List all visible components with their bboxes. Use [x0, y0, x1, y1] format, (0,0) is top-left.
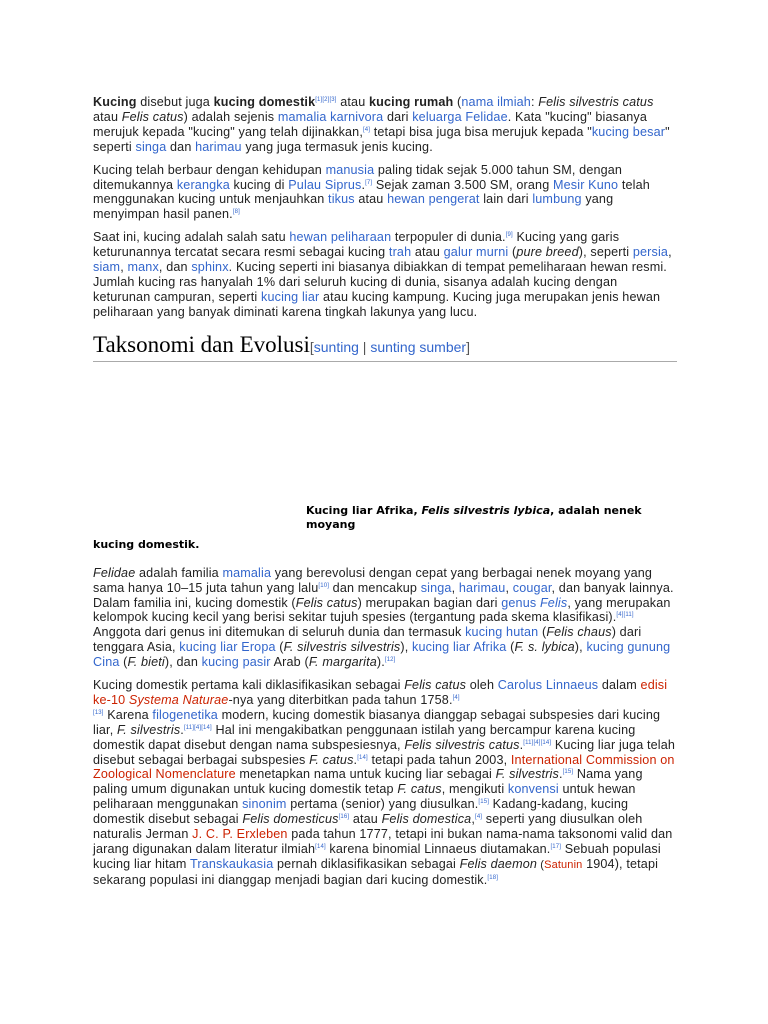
paragraph-felidae — [93, 566, 677, 670]
caption-line — [93, 504, 677, 532]
link-harimau[interactable]: harimau — [195, 139, 242, 154]
italic-term: F. catus — [309, 752, 354, 767]
text: oleh — [466, 678, 498, 693]
link-manx[interactable]: manx — [127, 260, 159, 275]
reference-link[interactable]: [4] — [452, 694, 460, 701]
text: Kadang-kadang, kucing domestik disebut sebagai — [93, 797, 629, 827]
text: yang juga termasuk jenis kucing. — [241, 139, 433, 154]
italic-term: Felis catus — [121, 109, 184, 124]
italic-term: Felis domestica — [381, 812, 472, 827]
edit-link[interactable]: sunting — [313, 338, 359, 355]
text: atau kucing kampung. Kucing juga merupakan jenis hewan peliharaan yang banyak diminati karena tingkah lakunya yang lucu. — [93, 289, 661, 319]
link-singa[interactable]: singa — [135, 139, 167, 154]
italic-term: pure breed — [516, 245, 579, 260]
link-harimau[interactable]: harimau — [458, 580, 506, 595]
text: seperti yang diusulkan oleh naturalis Jerman — [93, 812, 643, 842]
reference-link[interactable]: [15] — [562, 769, 574, 776]
link-lumbung[interactable]: lumbung — [532, 192, 582, 207]
reference-link[interactable]: [10] — [318, 582, 330, 589]
link-siam[interactable]: siam — [93, 260, 121, 275]
italic-term: Felis domesticus — [242, 812, 339, 827]
text: , — [120, 260, 128, 275]
reference-link[interactable]: [7] — [365, 179, 373, 186]
text: ( — [275, 640, 284, 655]
edit-source-link[interactable]: sunting sumber — [370, 338, 467, 355]
reference-link[interactable]: [4] — [475, 814, 483, 821]
text: yang berevolusi dengan cepat yang berbagai nenek moyang yang sama hanya 10–15 juta tahun yang lalu — [93, 565, 653, 595]
text: . — [353, 752, 358, 767]
reference-link[interactable]: [11][4][14] — [523, 739, 552, 746]
link-mamalia[interactable]: mamalia — [222, 565, 272, 580]
text: Saat ini, kucing adalah salah satu — [93, 230, 290, 245]
bracket: [ — [309, 338, 314, 355]
paragraph-intro — [93, 95, 677, 155]
text: , dan banyak lainnya. Dalam familia ini, kucing domestik ( — [93, 580, 674, 610]
text: . — [519, 737, 524, 752]
text: Kucing liar Afrika, — [306, 503, 422, 517]
link-satunin[interactable]: Satunin — [544, 858, 583, 871]
text: lain dari — [479, 192, 533, 207]
link-kucing-hutan[interactable]: kucing hutan — [465, 625, 539, 640]
text: ) dari tenggara Asia, — [93, 625, 642, 655]
reference-link[interactable]: [16] — [338, 814, 350, 821]
bold-term: kucing rumah — [369, 95, 454, 109]
link-transkaukasia[interactable]: Transkaukasia — [189, 856, 274, 871]
text: modern, kucing domestik biasanya dianggap sebagai subspesies dari kucing liar, — [93, 707, 661, 737]
text: untuk hewan peliharaan menggunakan — [93, 782, 636, 812]
link-persia[interactable]: persia — [632, 245, 669, 260]
link-kucing-liar-eropa[interactable]: kucing liar Eropa — [179, 640, 276, 655]
text: dan — [166, 139, 196, 154]
text: atau — [349, 812, 382, 827]
reference-link[interactable]: [4] — [362, 126, 371, 133]
text: ( — [119, 655, 128, 670]
text: , adalah nenek moyang — [306, 503, 642, 531]
text: disebut juga — [136, 95, 214, 109]
text: Karena — [103, 707, 153, 722]
text: ( — [537, 858, 545, 871]
italic-term: F. silvestris silvestris — [283, 640, 401, 655]
separator: | — [358, 338, 371, 355]
text: . — [558, 767, 563, 782]
text: dan mencakup — [329, 580, 421, 595]
link-kucing-gunung-cina[interactable]: kucing gunung Cina — [93, 640, 671, 670]
text: Kucing telah berbaur dengan kehidupan — [93, 162, 326, 177]
text: , — [471, 812, 475, 827]
text: : — [530, 95, 539, 109]
italic-term: Felis catus — [404, 678, 467, 693]
section-heading — [93, 331, 677, 358]
text: Arab ( — [270, 655, 309, 670]
reference-link[interactable]: [13] — [93, 709, 104, 716]
link-sphinx[interactable]: sphinx — [191, 260, 229, 275]
italic-term: F. margarita — [308, 655, 377, 670]
link-sinonim[interactable]: sinonim — [242, 797, 287, 812]
text: . — [361, 177, 366, 192]
reference-link[interactable]: [9] — [505, 232, 513, 239]
text: adalah familia — [135, 565, 223, 580]
text: ), — [574, 640, 587, 655]
text: tetapi pada tahun 2003, — [367, 752, 511, 767]
link-kucing-liar-afrika[interactable]: kucing liar Afrika — [412, 640, 507, 655]
link-manusia[interactable]: manusia — [325, 162, 375, 177]
text: karena binomial Linnaeus diutamakan. — [325, 842, 551, 856]
link-text: edisi ke-10 — [93, 678, 668, 707]
link-text: genus — [501, 595, 540, 610]
text: atau — [93, 109, 122, 124]
text: atau — [336, 95, 370, 109]
text: . Kata "kucing" biasanya merujuk kepada "kucing" yang telah dijinakkan, — [93, 109, 647, 139]
text: , mengikuti — [441, 782, 508, 797]
text: . — [180, 722, 184, 737]
italic-term: Felis chaus — [546, 625, 612, 640]
text: kucing di — [229, 177, 289, 192]
reference-link[interactable]: [1][2][3] — [315, 97, 337, 103]
reference-link[interactable]: [17] — [550, 844, 562, 850]
link-kucing-pasir[interactable]: kucing pasir — [201, 655, 271, 670]
italic-term: F. catus — [397, 782, 442, 797]
link-nama-ilmiah[interactable]: nama ilmiah — [461, 95, 531, 109]
text: menetapkan nama untuk kucing liar sebagai — [235, 767, 496, 782]
text: ( — [538, 625, 547, 640]
section-title: Taksonomi dan Evolusi — [93, 331, 310, 357]
link-kucing-liar[interactable]: kucing liar — [261, 289, 320, 304]
link-genus-felis[interactable] — [501, 596, 567, 610]
text: 1904), tetapi sekarang populasi ini dianggap menjadi bagian dari kucing domestik. — [93, 856, 659, 887]
reference-link[interactable]: [12] — [384, 657, 396, 664]
caption-line: kucing domestik. — [93, 537, 200, 551]
text: , — [668, 245, 672, 260]
paragraph-history — [93, 163, 677, 223]
italic-term: F. silvestris — [495, 767, 559, 782]
italic-term: Felis daemon — [459, 856, 538, 871]
link-hewan-pengerat[interactable]: hewan pengerat — [387, 192, 480, 207]
italic-term: Felis silvestris lybica — [421, 503, 551, 517]
text: Sejak zaman 3.500 SM, orang — [372, 177, 553, 192]
link-carolus-linnaeus[interactable]: Carolus Linnaeus — [497, 678, 599, 693]
link-kucing-besar[interactable]: kucing besar — [591, 124, 666, 139]
text: tetapi bisa juga bisa merujuk kepada " — [370, 124, 592, 139]
link-konvensi[interactable]: konvensi — [507, 782, 559, 797]
reference-link[interactable]: [8] — [232, 209, 240, 216]
bracket: ] — [466, 338, 470, 355]
text: telah menggunakan kucing untuk menjauhkan — [93, 177, 650, 207]
text: ), — [400, 640, 413, 655]
reference-link[interactable]: [14] — [357, 754, 368, 761]
paragraph-classification — [93, 678, 677, 888]
text: . Kucing seperti ini biasanya dibiakkan di tempat pemeliharaan hewan resmi. Jumlah kucing ras hanyalah 1% dari seluruh kucing di dunia, sisanya adalah kucing dengan keturunan campuran, seperti — [93, 260, 667, 304]
article-content — [93, 95, 677, 896]
reference-link[interactable]: [18] — [487, 874, 499, 881]
text: dari — [383, 109, 413, 124]
image-caption — [93, 504, 677, 552]
link-mesir-kuno[interactable]: Mesir Kuno — [553, 177, 619, 192]
link-galur-murni[interactable]: galur murni — [443, 245, 509, 260]
text: atau — [411, 245, 444, 260]
text: Anggota dari genus ini ditemukan di seluruh dunia dan termasuk — [93, 625, 466, 640]
link-iczn[interactable]: International Commission on Zoological Nomenclature — [93, 752, 675, 782]
reference-link[interactable]: [11][4][14] — [183, 724, 212, 731]
italic-term: Felidae — [93, 565, 136, 580]
text: pada tahun 1777, tetapi ini bukan nama-nama taksonomi valid dan jarang digunakan dalam literatur ilmiah — [93, 827, 673, 856]
text: -nya yang diterbitkan pada tahun 1758. — [228, 692, 453, 707]
italic-term: F. silvestris — [117, 722, 181, 737]
text: ) adalah sejenis — [183, 109, 278, 124]
italic-term: F. bieti — [127, 655, 165, 670]
reference-link[interactable]: [4][11] — [616, 612, 634, 619]
text: , — [451, 580, 459, 595]
text: , — [505, 580, 513, 595]
reference-link[interactable]: [15] — [478, 799, 490, 806]
text: yang menyimpan hasil panen. — [93, 192, 614, 222]
text: , yang merupakan kelompok kucing kecil yang berisi sekitar tujuh spesies (tergantung pada skema klasifikasi). — [93, 595, 671, 625]
text: Sebuah populasi kucing liar hitam — [93, 842, 661, 871]
text: ( — [506, 640, 515, 655]
link-keluarga-felidae[interactable]: keluarga Felidae — [412, 109, 508, 124]
text: pertama (senior) yang diusulkan. — [286, 797, 479, 812]
text: ). — [376, 655, 385, 670]
text: terpopuler di dunia. — [391, 230, 506, 245]
text: ( — [508, 245, 517, 260]
text: Hal ini mengakibatkan penggunaan istilah yang bercampur karena kucing domestik dapat disebut dengan nama subspesiesnya, — [93, 722, 636, 752]
italic-term: Felis silvestris catus — [404, 737, 520, 752]
text: ) merupakan bagian dari — [357, 595, 502, 610]
italic-term: Felis silvestris catus — [538, 95, 654, 109]
bold-term: Kucing — [93, 95, 137, 109]
italic-term: Felis catus — [295, 595, 358, 610]
text: " seperti — [93, 124, 670, 154]
text: ( — [453, 95, 462, 109]
italic-term: F. s. lybica — [514, 640, 575, 655]
text: Kucing liar juga telah disebut sebagai berbagai subspesies — [93, 737, 676, 767]
text: atau — [354, 192, 388, 207]
link-erxleben[interactable]: J. C. P. Erxleben — [192, 827, 288, 842]
link-singa[interactable]: singa — [420, 580, 452, 595]
link-pulau-siprus[interactable]: Pulau Siprus — [288, 177, 362, 192]
text: Kucing yang garis keturunannya tercatat secara resmi sebagai kucing — [93, 230, 620, 260]
link-text: Felis — [539, 595, 568, 610]
edit-links — [310, 339, 470, 355]
link-cougar[interactable]: cougar — [512, 580, 552, 595]
text: ), dan — [164, 655, 202, 670]
paragraph-popularity — [93, 230, 677, 319]
link-filogenetika[interactable]: filogenetika — [152, 707, 218, 722]
bold-term: kucing domestik — [213, 95, 316, 109]
text: pernah diklasifikasikan sebagai — [273, 856, 460, 871]
link-mamalia-karnivora[interactable]: mamalia karnivora — [277, 109, 384, 124]
text: ), seperti — [578, 245, 633, 260]
link-trah[interactable]: trah — [388, 245, 412, 260]
image-placeholder[interactable] — [93, 362, 677, 504]
text: Nama yang paling umum digunakan untuk kucing domestik tetap — [93, 767, 643, 797]
link-tikus[interactable]: tikus — [328, 192, 355, 207]
link-kerangka[interactable]: kerangka — [176, 177, 230, 192]
text: Kucing domestik pertama kali diklasifikasikan sebagai — [93, 678, 405, 693]
text: , dan — [158, 260, 192, 275]
link-text: Systema Naturae — [128, 692, 229, 707]
reference-link[interactable]: [14] — [315, 844, 326, 850]
text: paling tidak sejak 5.000 tahun SM, dengan ditemukannya — [93, 162, 623, 192]
text: dalam — [598, 678, 641, 693]
link-hewan-peliharaan[interactable]: hewan peliharaan — [289, 230, 392, 245]
